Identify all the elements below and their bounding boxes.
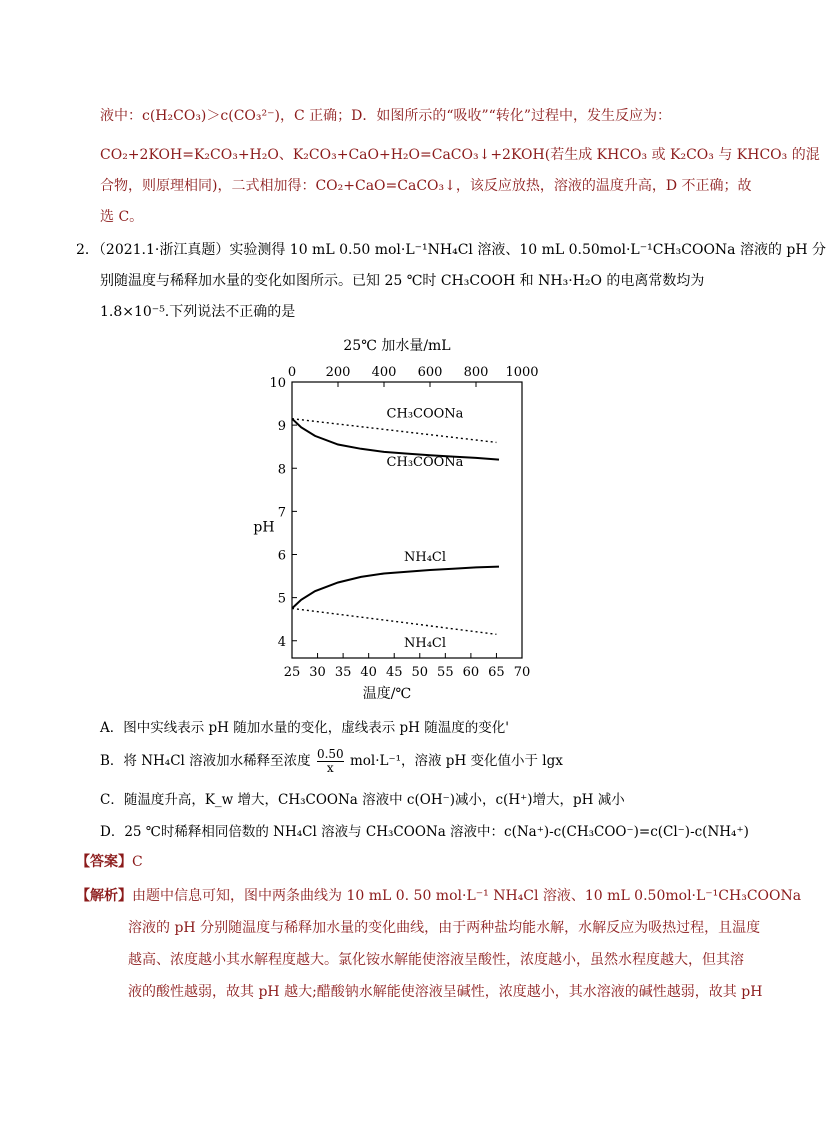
x-tick-label: 50 xyxy=(411,665,429,680)
analysis-tag: 【解析】 xyxy=(76,888,132,904)
curve-label-2: CH₃COONa xyxy=(386,455,464,471)
x-axis-label: 温度/℃ xyxy=(362,686,412,702)
top-axis-label: 25℃ 加水量/mL xyxy=(343,338,451,354)
question-line-3: 1.8×10⁻⁵.下列说法不正确的是 xyxy=(100,304,296,320)
question-line-1: 2．（2021.1·浙江真题）实验测得 10 mL 0.50 mol·L⁻¹NH₄Cl 溶液、10 mL 0.50mol·L⁻¹CH₃COONa 溶液的 pH 分 xyxy=(76,242,826,258)
x-tick-label: 45 xyxy=(385,665,403,680)
analysis-line-2: 溶液的 pH 分别随温度与稀释加水量的变化曲线，由于两种盐均能水解，水解反应为吸热过程，且温度 xyxy=(128,920,761,936)
analysis-line-1 xyxy=(76,886,801,906)
y-tick-label: 4 xyxy=(277,634,286,650)
x-tick-label: 25 xyxy=(283,665,301,680)
option-d: D．25 ℃时稀释相同倍数的 NH₄Cl 溶液与 CH₃COONa 溶液中：c(Na⁺)-c(CH₃COO⁻)=c(Cl⁻)-c(NH₄⁺) xyxy=(100,824,749,840)
answer-row xyxy=(76,852,143,872)
top-tick-label: 200 xyxy=(325,365,351,380)
analysis-line-4: 液的酸性越弱，故其 pH 越大;醋酸钠水解能使溶液呈碱性，浓度越小，其水溶液的碱性越弱，故其 pH xyxy=(128,984,763,1000)
y-axis-label: pH xyxy=(253,519,275,536)
curve-label-1: CH₃COONa xyxy=(386,406,464,422)
option-b-prefix: B．将 NH₄Cl 溶液加水稀释至浓度 xyxy=(100,753,311,769)
prev-analysis-line-1: 液中：c(H₂CO₃)＞c(CO₃²⁻)，C 正确；D．如图所示的“吸收”“转化”过程中，发生反应为： xyxy=(100,108,671,124)
x-tick-label: 55 xyxy=(437,665,454,680)
option-b-fraction xyxy=(317,748,344,775)
top-tick-label: 0 xyxy=(287,365,297,380)
x-tick-label: 30 xyxy=(309,665,326,680)
y-tick-label: 5 xyxy=(277,591,286,607)
option-b xyxy=(100,748,563,782)
option-c: C．随温度升高，K_w 增大，CH₃COONa 溶液中 c(OH⁻)减小，c(H⁺)增大，pH 减小 xyxy=(100,792,625,808)
analysis-line-3: 越高、浓度越小其水解程度越大。氯化铵水解能使溶液呈酸性，浓度越小，虽然水程度越大，但其溶 xyxy=(128,952,744,968)
ph-chart xyxy=(250,330,540,702)
y-tick-label: 10 xyxy=(269,376,286,391)
series-line-2 xyxy=(292,419,499,460)
plot-frame xyxy=(292,382,522,658)
y-tick-label: 8 xyxy=(277,462,286,478)
x-tick-label: 65 xyxy=(488,665,505,680)
option-a: A．图中实线表示 pH 随加水量的变化，虚线表示 pH 随温度的变化' xyxy=(100,720,509,736)
series-line-4 xyxy=(292,608,496,634)
prev-analysis-line-3: 合物，则原理相同)，二式相加得：CO₂+CaO=CaCO₃↓，该反应放热，溶液的温度升高，D 不正确；故 xyxy=(100,178,752,194)
series-line-3 xyxy=(292,567,499,609)
prev-analysis-line-2: CO₂+2KOH=K₂CO₃+H₂O、K₂CO₃+CaO+H₂O=CaCO₃↓+2KOH(若生成 KHCO₃ 或 K₂CO₃ 与 KHCO₃ 的混 xyxy=(100,147,820,163)
y-tick-label: 7 xyxy=(277,505,286,521)
fraction-numerator: 0.50 xyxy=(316,747,344,761)
analysis-text-1: 由题中信息可知，图中两条曲线为 10 mL 0. 50 mol·L⁻¹ NH₄Cl 溶液、10 mL 0.50mol·L⁻¹CH₃COONa xyxy=(132,888,802,904)
answer-tag: 【答案】 xyxy=(76,854,132,870)
option-b-suffix: mol·L⁻¹，溶液 pH 变化值小于 lgx xyxy=(349,753,563,769)
x-tick-label: 60 xyxy=(462,665,480,680)
y-tick-label: 9 xyxy=(277,419,286,435)
x-tick-label: 35 xyxy=(334,665,352,680)
top-tick-label: 800 xyxy=(463,365,489,380)
curve-label-4: NH₄Cl xyxy=(403,636,447,652)
y-tick-label: 6 xyxy=(277,548,286,564)
top-tick-label: 400 xyxy=(371,365,397,380)
x-tick-label: 40 xyxy=(360,665,377,680)
curve-label-3: NH₄Cl xyxy=(403,549,447,565)
answer-value: C xyxy=(132,854,143,870)
x-tick-label: 70 xyxy=(513,665,531,680)
top-tick-label: 1000 xyxy=(505,365,539,380)
question-line-2: 别随温度与稀释加水量的变化如图所示。已知 25 ℃时 CH₃COOH 和 NH₃·H₂O 的电离常数均为 xyxy=(100,273,705,289)
prev-analysis-line-4: 选 C。 xyxy=(100,209,144,225)
top-tick-label: 600 xyxy=(417,365,443,380)
fraction-denominator: x xyxy=(326,761,334,775)
